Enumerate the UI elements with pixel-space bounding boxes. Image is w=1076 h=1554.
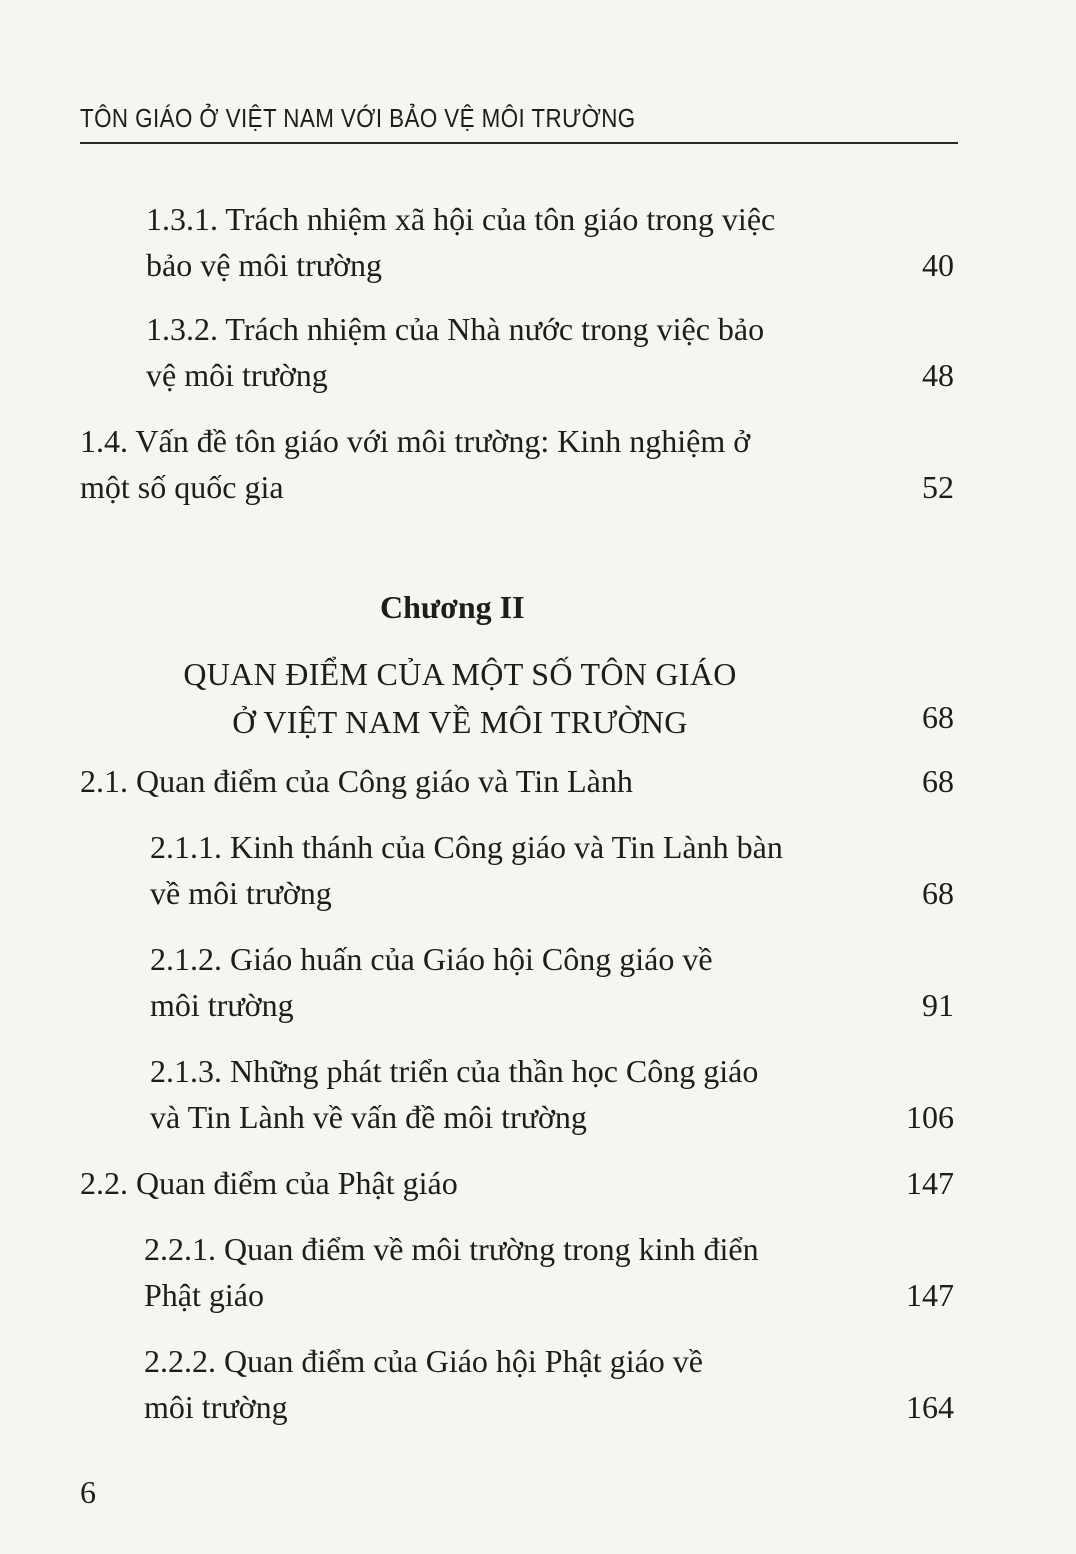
toc-entry bbox=[80, 418, 836, 510]
toc-entry bbox=[146, 306, 836, 398]
toc-entry-text: 2.1. Quan điểm của Công giáo và Tin Lành bbox=[80, 763, 633, 799]
toc-entry bbox=[150, 936, 836, 1028]
toc-entry-page: 91 bbox=[922, 987, 954, 1023]
toc-entry-page: 106 bbox=[906, 1099, 954, 1135]
toc-entry-text: 2.1.1. Kinh thánh của Công giáo và Tin Lành bàn về môi trường bbox=[150, 829, 783, 911]
running-title: TÔN GIÁO Ở VIỆT NAM VỚI BẢO VỆ MÔI TRƯỜNG bbox=[80, 103, 636, 133]
chapter-title: QUAN ĐIỂM CỦA MỘT SỐ TÔN GIÁO Ở VIỆT NAM VỀ MÔI TRƯỜNG bbox=[183, 656, 737, 740]
toc-entry bbox=[146, 196, 836, 288]
toc-entry bbox=[144, 1226, 836, 1318]
toc-entry-page: 40 bbox=[922, 247, 954, 283]
toc-entry bbox=[150, 824, 836, 916]
toc-entry-page: 164 bbox=[906, 1389, 954, 1425]
toc-entry-text: 1.3.2. Trách nhiệm của Nhà nước trong việc bảo vệ môi trường bbox=[146, 311, 765, 393]
toc-entry-text: 2.2.2. Quan điểm của Giáo hội Phật giáo về môi trường bbox=[144, 1343, 703, 1425]
toc-entry-text: 2.2. Quan điểm của Phật giáo bbox=[80, 1165, 458, 1201]
chapter-label: Chương II bbox=[380, 589, 525, 625]
running-header bbox=[80, 98, 958, 144]
toc-entry bbox=[144, 1338, 836, 1430]
chapter-page: 68 bbox=[922, 699, 954, 735]
toc-entry bbox=[150, 1048, 836, 1140]
toc-entry-text: 2.1.2. Giáo huấn của Giáo hội Công giáo về môi trường bbox=[150, 941, 713, 1023]
toc-entry bbox=[80, 758, 840, 804]
toc-entry-page: 147 bbox=[906, 1165, 954, 1201]
toc-entry-text: 2.2.1. Quan điểm về môi trường trong kinh điển Phật giáo bbox=[144, 1231, 759, 1313]
toc-entry-text: 2.1.3. Những phát triển của thần học Công giáo và Tin Lành về vấn đề môi trường bbox=[150, 1053, 759, 1135]
toc-entry-page: 52 bbox=[922, 469, 954, 505]
page-number: 6 bbox=[80, 1474, 96, 1510]
toc-entry-page: 48 bbox=[922, 357, 954, 393]
toc-entry-page: 68 bbox=[922, 763, 954, 799]
toc-entry-text: 1.3.1. Trách nhiệm xã hội của tôn giáo trong việc bảo vệ môi trường bbox=[146, 201, 776, 283]
toc-entry-page: 68 bbox=[922, 875, 954, 911]
toc-entry-text: 1.4. Vấn đề tôn giáo với môi trường: Kinh nghiệm ở một số quốc gia bbox=[80, 423, 751, 505]
toc-entry-page: 147 bbox=[906, 1277, 954, 1313]
toc-entry bbox=[80, 1160, 840, 1206]
